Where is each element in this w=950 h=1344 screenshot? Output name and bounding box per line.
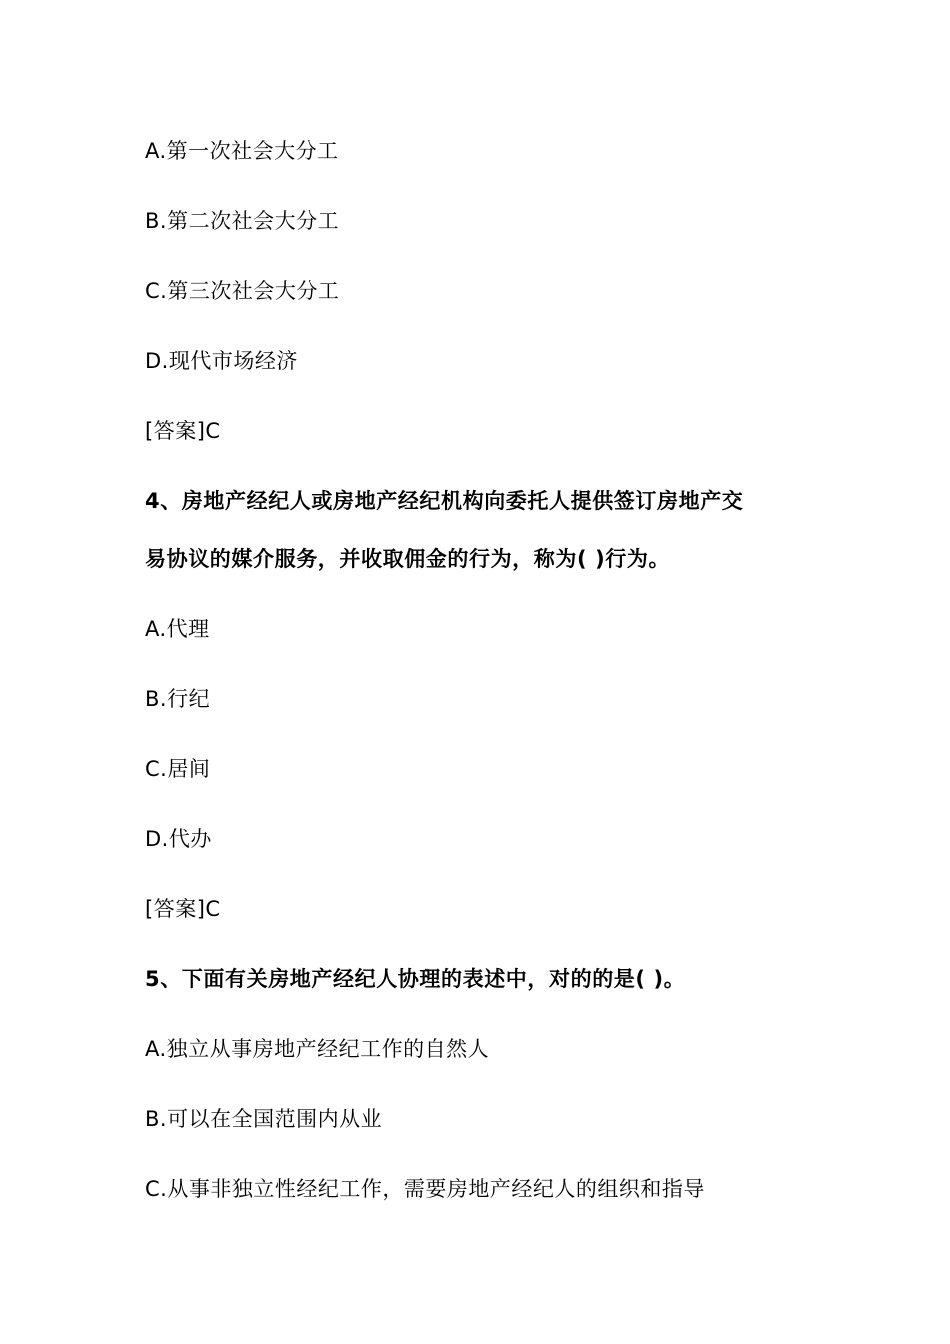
option-d: D.代办 bbox=[145, 827, 212, 851]
option-b: B.可以在全国范围内从业 bbox=[145, 1107, 383, 1131]
option-a: A.独立从事房地产经纪工作的自然人 bbox=[145, 1037, 490, 1061]
option-b: B.第二次社会大分工 bbox=[145, 209, 340, 233]
option-a: A.第一次社会大分工 bbox=[145, 139, 339, 163]
question-4-text-line-2: 易协议的媒介服务，并收取佣金的行为，称为( )行为。 bbox=[145, 547, 671, 571]
question-5-text: 5、下面有关房地产经纪人协理的表述中，对的的是( )。 bbox=[145, 967, 686, 991]
option-b: B.行纪 bbox=[145, 687, 211, 711]
answer: [答案]C bbox=[145, 419, 221, 443]
option-c: C.第三次社会大分工 bbox=[145, 279, 340, 303]
option-c: C.居间 bbox=[145, 757, 211, 781]
answer: [答案]C bbox=[145, 897, 221, 921]
option-d: D.现代市场经济 bbox=[145, 349, 298, 373]
question-4-text-line-1: 4、房地产经纪人或房地产经纪机构向委托人提供签订房地产交 bbox=[145, 489, 744, 513]
option-c: C.从事非独立性经纪工作，需要房地产经纪人的组织和指导 bbox=[145, 1177, 705, 1201]
option-a: A.代理 bbox=[145, 617, 210, 641]
